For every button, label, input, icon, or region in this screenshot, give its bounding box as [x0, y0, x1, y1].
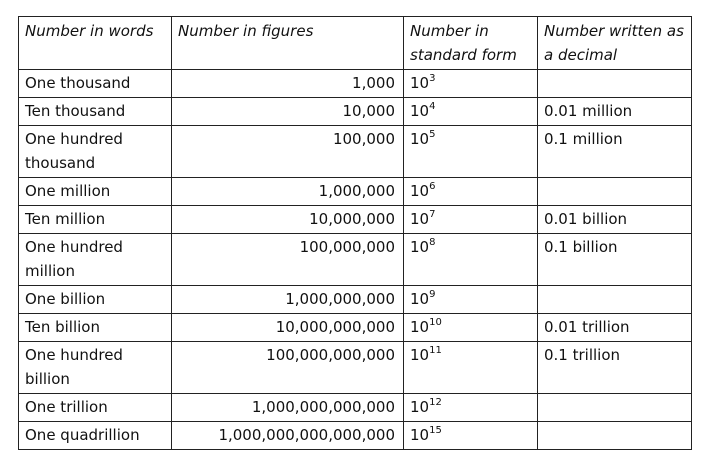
- cell-decimal: [538, 178, 692, 206]
- cell-words: One trillion: [19, 394, 172, 422]
- power-exponent: 12: [429, 397, 442, 408]
- cell-standard-form: [404, 394, 538, 422]
- table-row: [19, 126, 692, 178]
- power-exponent: 3: [429, 73, 436, 84]
- cell-decimal: 0.01 trillion: [538, 314, 692, 342]
- cell-words: One hundred thousand: [19, 126, 172, 178]
- cell-words: One hundred million: [19, 234, 172, 286]
- cell-decimal: [538, 286, 692, 314]
- cell-standard-form: [404, 286, 538, 314]
- power-base: 10: [410, 398, 430, 416]
- cell-standard-form: [404, 234, 538, 286]
- number-table-container: [18, 16, 692, 450]
- cell-figures: 1,000,000: [172, 178, 404, 206]
- power-base: 10: [410, 290, 430, 308]
- table-row: [19, 342, 692, 394]
- cell-decimal: 0.1 billion: [538, 234, 692, 286]
- cell-standard-form: [404, 126, 538, 178]
- power-base: 10: [410, 318, 430, 336]
- cell-standard-form: [404, 70, 538, 98]
- cell-decimal: [538, 394, 692, 422]
- header-decimal: Number written as a decimal: [538, 17, 692, 70]
- cell-figures: 10,000,000: [172, 206, 404, 234]
- table-row: [19, 70, 692, 98]
- power-base: 10: [410, 210, 430, 228]
- table-header-row: [19, 17, 692, 70]
- cell-figures: 1,000,000,000,000,000: [172, 422, 404, 450]
- cell-figures: 100,000,000: [172, 234, 404, 286]
- cell-figures: 100,000,000,000: [172, 342, 404, 394]
- cell-figures: 10,000: [172, 98, 404, 126]
- cell-figures: 1,000,000,000: [172, 286, 404, 314]
- table-row: [19, 394, 692, 422]
- cell-figures: 1,000,000,000,000: [172, 394, 404, 422]
- cell-figures: 100,000: [172, 126, 404, 178]
- power-exponent: 15: [429, 425, 442, 436]
- table-row: [19, 234, 692, 286]
- table-row: [19, 286, 692, 314]
- cell-standard-form: [404, 342, 538, 394]
- table-row: [19, 314, 692, 342]
- cell-words: Ten thousand: [19, 98, 172, 126]
- cell-figures: 1,000: [172, 70, 404, 98]
- table-row: [19, 422, 692, 450]
- power-base: 10: [410, 130, 430, 148]
- number-names-table: [18, 16, 692, 450]
- cell-words: One quadrillion: [19, 422, 172, 450]
- cell-decimal: 0.1 trillion: [538, 342, 692, 394]
- power-exponent: 4: [429, 101, 436, 112]
- power-exponent: 8: [429, 237, 436, 248]
- cell-standard-form: [404, 206, 538, 234]
- power-base: 10: [410, 102, 430, 120]
- header-standard-form: Number in standard form: [404, 17, 538, 70]
- power-base: 10: [410, 182, 430, 200]
- power-base: 10: [410, 426, 430, 444]
- power-base: 10: [410, 238, 430, 256]
- power-base: 10: [410, 346, 430, 364]
- cell-decimal: 0.1 million: [538, 126, 692, 178]
- power-exponent: 9: [429, 289, 436, 300]
- power-exponent: 6: [429, 181, 436, 192]
- cell-decimal: [538, 422, 692, 450]
- cell-decimal: 0.01 million: [538, 98, 692, 126]
- table-row: [19, 178, 692, 206]
- cell-standard-form: [404, 422, 538, 450]
- table-row: [19, 98, 692, 126]
- cell-words: One hundred billion: [19, 342, 172, 394]
- power-exponent: 5: [429, 129, 436, 140]
- cell-words: One billion: [19, 286, 172, 314]
- power-exponent: 10: [429, 317, 442, 328]
- cell-standard-form: [404, 314, 538, 342]
- header-words: Number in words: [19, 17, 172, 70]
- cell-words: One million: [19, 178, 172, 206]
- cell-words: One thousand: [19, 70, 172, 98]
- power-exponent: 11: [429, 345, 442, 356]
- cell-standard-form: [404, 178, 538, 206]
- power-base: 10: [410, 74, 430, 92]
- cell-figures: 10,000,000,000: [172, 314, 404, 342]
- cell-standard-form: [404, 98, 538, 126]
- cell-decimal: 0.01 billion: [538, 206, 692, 234]
- cell-words: Ten billion: [19, 314, 172, 342]
- power-exponent: 7: [429, 209, 436, 220]
- cell-words: Ten million: [19, 206, 172, 234]
- header-figures: Number in figures: [172, 17, 404, 70]
- cell-decimal: [538, 70, 692, 98]
- table-row: [19, 206, 692, 234]
